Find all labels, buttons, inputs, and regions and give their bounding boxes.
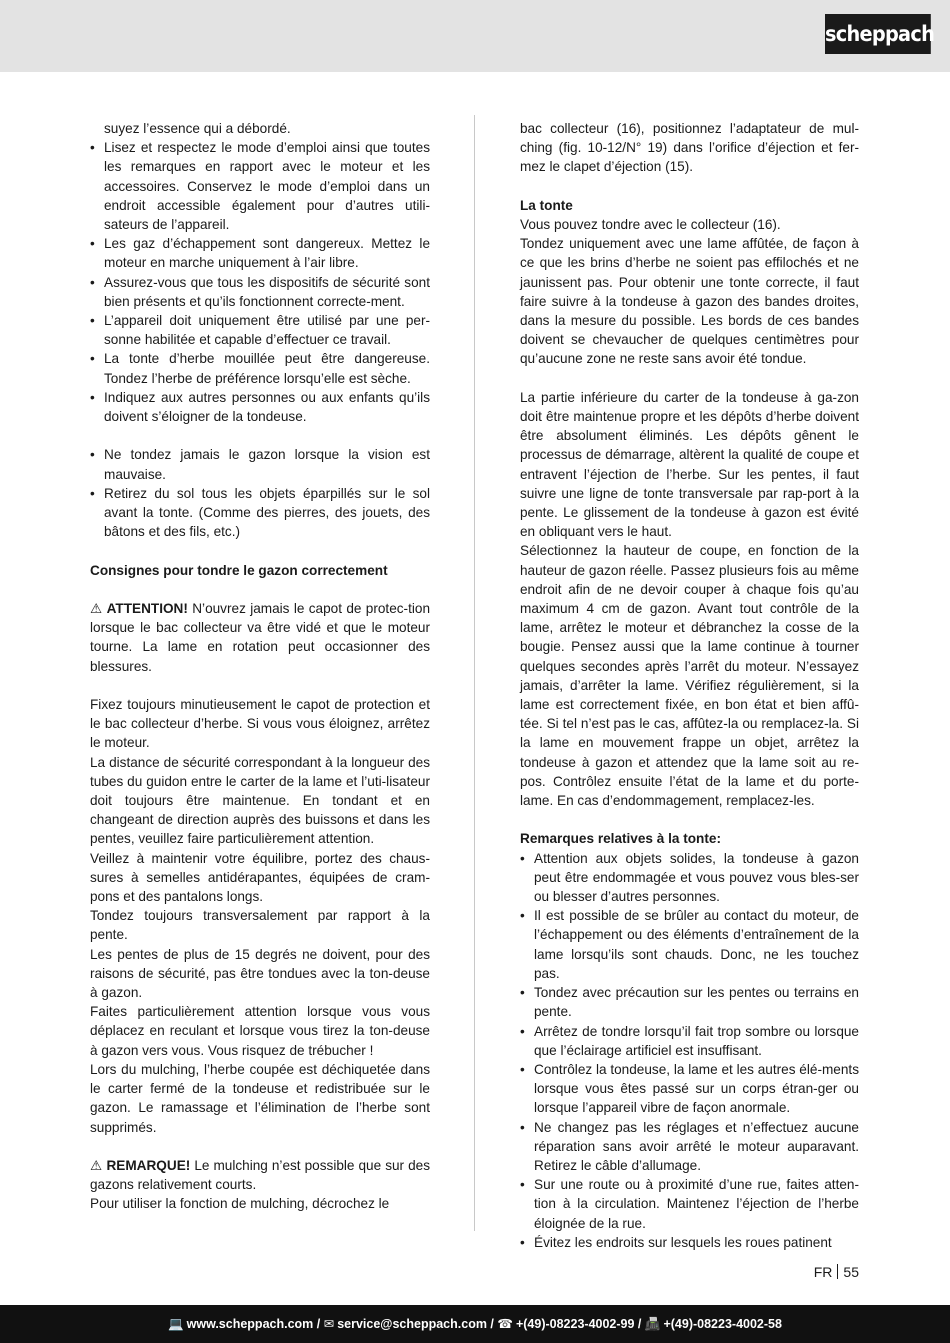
list-item: • Évitez les endroits sur lesquels les roues patinent	[520, 1233, 859, 1252]
list-item: • Ne tondez jamais le gazon lorsque la vision est mauvaise.	[90, 445, 430, 483]
list-item: • Assurez-vous que tous les dispositifs de sécurité sont bien présents et qu’ils fonctionnent correcte-ment.	[90, 273, 430, 311]
attention-label: ATTENTION!	[106, 601, 188, 617]
paragraph: Les pentes de plus de 15 degrés ne doivent, pour des raisons de sécurité, pas être tondues avec la ton-deuse à gazon.	[90, 946, 430, 1001]
paragraph: Tondez uniquement avec une lame affûtée, de façon à ce que les brins d’herbe ne soient pas effilochés et ne jaunissent pas. Pour obtenir une tonte correcte, il faut faire suivre à la tondeuse à gazon des bandes droites, dans la mesure du possible. Les bords de ces bandes doivent se chevaucher de quelques centimètres pour qu’aucune zone ne reste sans avoir été tondue.	[520, 236, 859, 367]
list-item: • Indiquez aux autres personnes ou aux enfants qu’ils doivent s’éloigner de la tondeuse.	[90, 388, 430, 426]
list-item: • Lisez et respectez le mode d’emploi ainsi que toutes les remarques en rapport avec le moteur et les accessoires. Conservez le mode d’emploi dans un endroit accessible également pour d’autres utili-sateurs de l’appareil.	[90, 138, 430, 234]
list-item: • La tonte d’herbe mouillée peut être dangereuse. Tondez l’herbe de préférence lorsqu’elle est sèche.	[90, 349, 430, 387]
phone-number: +(49)-08223-4002-99	[515, 1317, 635, 1331]
page-number	[760, 1264, 859, 1280]
mail-icon: ✉	[323, 1317, 335, 1331]
list-item: • Contrôlez la tondeuse, la lame et les autres élé-ments lorsque vous êtes passé sur un corps étran-ger ou lorsque l’appareil vibre de façon anormale.	[520, 1060, 859, 1118]
website-link[interactable]: www.scheppach.com	[186, 1317, 314, 1331]
remark-notice	[90, 1156, 430, 1194]
page-language: FR	[813, 1264, 833, 1280]
right-column	[520, 119, 859, 1252]
bullet-list	[520, 849, 859, 1252]
list-item: • Arrêtez de tondre lorsqu’il fait trop sombre ou lorsque que l’éclairage artificiel est insuffisant.	[520, 1022, 859, 1060]
bullet-list	[90, 445, 430, 541]
paragraph: Lors du mulching, l’herbe coupée est déchiquetée dans le carter fermé de la tondeuse et redistribuée sur le gazon. Le ramassage et l’élimination de l’herbe sont supprimés.	[90, 1061, 430, 1135]
section-heading: Remarques relatives à la tonte:	[520, 831, 721, 847]
attention-text: N’ouvrez jamais le capot de protec-tion lorsque le bac collecteur va être vidé et que le moteur tourne. La lame en rotation peut occasionner des blessures.	[90, 601, 431, 674]
list-item: • Tondez avec précaution sur les pentes ou terrains en pente.	[520, 983, 859, 1021]
paragraph: La distance de sécurité correspondant à la longueur des tubes du guidon entre le carter de la lame et l’uti-lisateur doit toujours être maintenue. En tondant et en changeant de direction auprès des buissons et dans les pentes, veuillez faire particulièrement attention.	[90, 754, 430, 847]
paragraph: Pour utiliser la fonction de mulching, décrochez le	[90, 1196, 390, 1212]
paragraph: La partie inférieure du carter de la tondeuse à ga-zon doit être maintenue propre et les dépôts d’herbe doivent être absolument éliminés. Les dépôts gênent le processus de démarrage, altèrent la qualité de coupe et entravent l’éjection de l’herbe. Sur les pentes, il faut suivre une ligne de tonte transversale par rap-port à la pente. Le glissement de la tondeuse à gazon est évité en obliquant vers le haut.	[520, 389, 859, 540]
list-item: • Sur une route ou à proximité d’une rue, faites atten-tion à la circulation. Maintenez l’éjection de l’herbe éloignée de la rue.	[520, 1175, 859, 1233]
footer-contact-bar: 💻 www.scheppach.com / ✉ service@scheppach.com / ☎ +(49)-08223-4002-99 / 📠 +(49)-08223-4002-58	[0, 1305, 950, 1343]
list-item: • Il est possible de se brûler au contact du moteur, de l’échappement ou des éléments d’entraînement de la lame lorsqu’ils sont chauds. Donc, ne les touchez pas.	[520, 906, 859, 983]
section-heading: La tonte	[520, 197, 573, 213]
paragraph: Faites particulièrement attention lorsque vous vous déplacez en reculant et lorsque vous tirez la ton-deuse à gazon vers vous. Vous risquez de trébucher !	[90, 1004, 430, 1058]
fax-icon: 📠	[644, 1317, 661, 1331]
paragraph: bac collecteur (16), positionnez l’adaptateur de mul-ching (fig. 10-12/N° 19) dans l’orifice d’éjection et fer-mez le clapet d’éjection (15).	[520, 121, 859, 175]
email-link[interactable]: service@scheppach.com	[337, 1317, 487, 1331]
list-item: • Ne changez pas les réglages et n’effectuez aucune réparation sans avoir arrêté le moteur auparavant. Retirez le câble d’allumage.	[520, 1118, 859, 1176]
section-heading: Consignes pour tondre le gazon correctement	[90, 562, 388, 578]
paragraph: Vous pouvez tondre avec le collecteur (16).	[520, 217, 781, 232]
bullet-list	[90, 138, 430, 426]
list-item: • Attention aux objets solides, la tondeuse à gazon peut être endommagée et vous pouvez vous bles-ser ou blesser d’autres personnes.	[520, 849, 859, 907]
paragraph: Tondez toujours transversalement par rapport à la pente.	[90, 908, 430, 943]
paragraph: suyez l’essence qui a débordé.	[104, 121, 291, 136]
column-divider	[474, 115, 475, 1231]
remark-text: Le mulching n’est possible que sur des gazons relativement courts.	[90, 1157, 431, 1193]
warning-icon: ⚠	[90, 601, 103, 617]
list-item: • L’appareil doit uniquement être utilisé par une per-sonne habilitée et capable d’effectuer ce travail.	[90, 311, 430, 349]
computer-icon: 💻	[168, 1317, 184, 1331]
fax-number: +(49)-08223-4002-58	[663, 1317, 782, 1331]
paragraph: Sélectionnez la hauteur de coupe, en fonction de la hauteur de gazon réelle. Passez plusieurs fois au même endroit afin de ne devoir couper à chaque fois qu’au maximum 4 cm de gazon. Avant tout contrôle de la lame, arrêtez le moteur et débranchez la cosse de la bougie. Pensez aussi que la lame continue à tourner quelques secondes après l’arrêt du moteur. N’essayez jamais, d’arrêter la lame. Vérifiez régulièrement, si la lame est correctement fixée, en bon état et bien affû-tée. Si tel n’est pas le cas, affûtez-la ou remplacez-la. Si la lame en mouvement frappe un objet, arrêtez la tondeuse à gazon et attendez que la lame soit au re-pos. Contrôlez ensuite l’état de la lame et du porte-lame. En cas d’endommagement, remplacez-les.	[520, 543, 859, 809]
paragraph: Veillez à maintenir votre équilibre, portez des chaus-sures à semelles antidérapantes, équipées de cram-pons et des pantalons longs.	[90, 850, 430, 905]
warning-icon: ⚠	[90, 1157, 103, 1173]
remark-label: REMARQUE!	[106, 1157, 191, 1173]
header-band	[0, 0, 950, 72]
list-item: • Les gaz d’échappement sont dangereux. Mettez le moteur en marche uniquement à l’air libre.	[90, 234, 430, 272]
phone-icon: ☎	[497, 1317, 513, 1331]
paragraph: Fixez toujours minutieusement le capot de protection et le bac collecteur d’herbe. Si vous vous éloignez, arrêtez le moteur.	[90, 697, 430, 751]
left-column	[90, 119, 430, 1214]
page-number-value: 55	[843, 1264, 859, 1280]
attention-notice	[90, 599, 430, 676]
list-item: • Retirez du sol tous les objets éparpillés sur le sol avant la tonte. (Comme des pierres, des jouets, des bâtons et des fils, etc.)	[90, 484, 430, 542]
scheppach-logo: scheppach	[825, 14, 931, 54]
